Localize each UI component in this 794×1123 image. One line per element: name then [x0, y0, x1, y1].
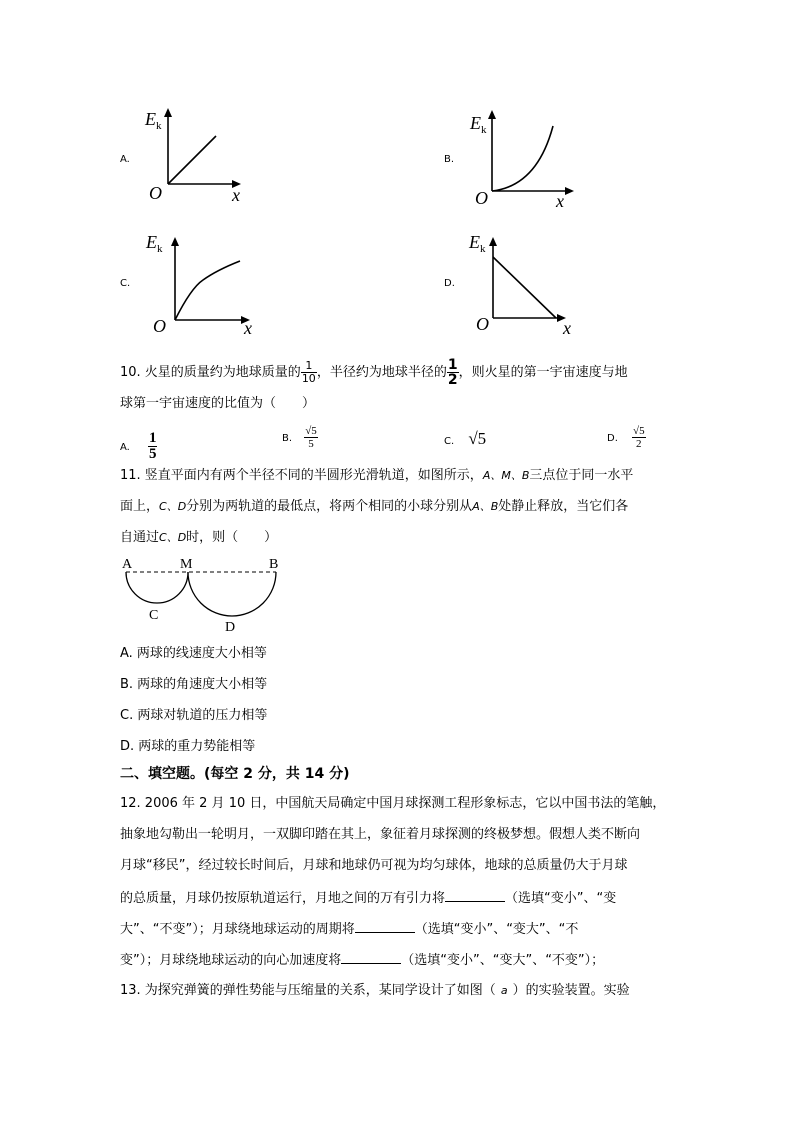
- graph-c: [145, 230, 260, 338]
- graph-b-curve: [492, 126, 553, 191]
- graph-b-y-label: $E_k$: [470, 113, 487, 136]
- graph-d-curve: [493, 257, 556, 318]
- q11-line3: 自通过C、D时，则（ ）: [120, 530, 278, 545]
- section-heading: 二、填空题。(每空 2 分，共 14 分): [120, 766, 350, 782]
- q10-option-b: B. $\frac{√5}{5}$: [282, 425, 317, 450]
- graph-d-x-label: x: [563, 318, 571, 338]
- q11-option-d: D. 两球的重力势能相等: [120, 739, 256, 754]
- option-d-label: D.: [444, 278, 455, 289]
- q10-option-c: C. √5: [444, 429, 487, 448]
- q11-track-figure: [118, 553, 290, 635]
- graph-b-y-arrow: [488, 110, 496, 119]
- option-a-label: A.: [120, 154, 130, 165]
- blank-3: [341, 951, 401, 964]
- graph-d-origin: O: [476, 314, 489, 334]
- graph-c-y-label: $E_k$: [146, 232, 163, 255]
- fig-label-a: A: [122, 557, 133, 572]
- q12-line5: 大”、“不变”）；月球绕地球运动的周期将 （选填“变小”、“变大”、“不: [120, 922, 579, 937]
- option-c-label: C.: [120, 278, 131, 289]
- fraction-mass: $\frac{1}{10}$: [301, 359, 316, 385]
- fig-label-d: D: [225, 620, 236, 635]
- graph-a-curve: [168, 136, 216, 184]
- q11-line1: 11. 竖直平面内有两个半径不同的半圆形光滑轨道，如图所示，A、M、B三点位于同一水平: [120, 468, 634, 483]
- graph-b-x-arrow: [565, 187, 574, 195]
- q11-option-c: C. 两球对轨道的压力相等: [120, 708, 268, 723]
- q10-line1: 10. 火星的质量约为地球质量的 $\frac{1}{10}$ ，半径约为地球半径的 $\frac{1}{2}$ ，则火星的第一宇宙速度与地: [120, 357, 628, 388]
- graph-c-curve: [175, 261, 240, 320]
- graph-d-y-label: $E_k$: [469, 232, 486, 255]
- fig-small-semicircle: [126, 572, 188, 603]
- blank-1: [445, 889, 505, 902]
- graph-a-y-arrow: [164, 108, 172, 117]
- graph-b-x-label: x: [556, 191, 564, 210]
- graph-a-x-label: x: [232, 185, 240, 205]
- q12-line6: 变”）；月球绕地球运动的向心加速度将 （选填“变小”、“变大”、“不变”）；: [120, 953, 605, 968]
- graph-b-origin: O: [475, 188, 488, 208]
- q11-option-b: B. 两球的角速度大小相等: [120, 677, 268, 692]
- q12-line3: 月球“移民”，经过较长时间后，月球和地球仍可视为均匀球体，地球的总质量仍大于月球: [120, 858, 628, 873]
- option-b-label: B.: [444, 154, 455, 165]
- fig-large-semicircle: [188, 572, 276, 616]
- q12-line2: 抽象地勾勒出一轮明月，一双脚印踏在其上，象征着月球探测的终极梦想。假想人类不断向: [120, 827, 641, 842]
- q11-line2: 面上，C、D分别为两轨道的最低点，将两个相同的小球分别从A、B处静止释放，当它们各: [120, 499, 629, 514]
- q12-line4: 的总质量，月球仍按原轨道运行，月地之间的万有引力将 （选填“变小”、“变: [120, 891, 617, 906]
- graph-c-x-label: x: [244, 318, 252, 338]
- q10-line2: 球第一宇宙速度的比值为（ ）: [120, 396, 316, 411]
- graph-b: [465, 106, 580, 210]
- q10-option-d: D. $\frac{√5}{2}$: [607, 425, 645, 450]
- graph-a: [140, 104, 250, 206]
- q11-option-a: A. 两球的线速度大小相等: [120, 646, 267, 661]
- graph-d-y-arrow: [489, 237, 497, 246]
- blank-2: [355, 920, 415, 933]
- q12-line1: 12. 2006 年 2 月 10 日，中国航天局确定中国月球探测工程形象标志，它以中国书法的笔触，: [120, 796, 666, 811]
- fig-label-m: M: [180, 557, 193, 572]
- graph-c-y-arrow: [171, 237, 179, 246]
- fraction-radius: $\frac{1}{2}$: [447, 357, 458, 388]
- fig-label-b: B: [269, 557, 279, 572]
- graph-c-origin: O: [153, 316, 166, 336]
- graph-a-origin: O: [149, 183, 162, 203]
- graph-a-y-label: $E_k$: [145, 109, 162, 132]
- fig-label-c: C: [149, 608, 159, 623]
- q10-option-a: A. $\frac{1}{5}$: [120, 430, 157, 462]
- graph-d: [468, 230, 583, 338]
- q13-line1: 13. 为探究弹簧的弹性势能与压缩量的关系，某同学设计了如图（ a ）的实验装置。实验: [120, 983, 630, 998]
